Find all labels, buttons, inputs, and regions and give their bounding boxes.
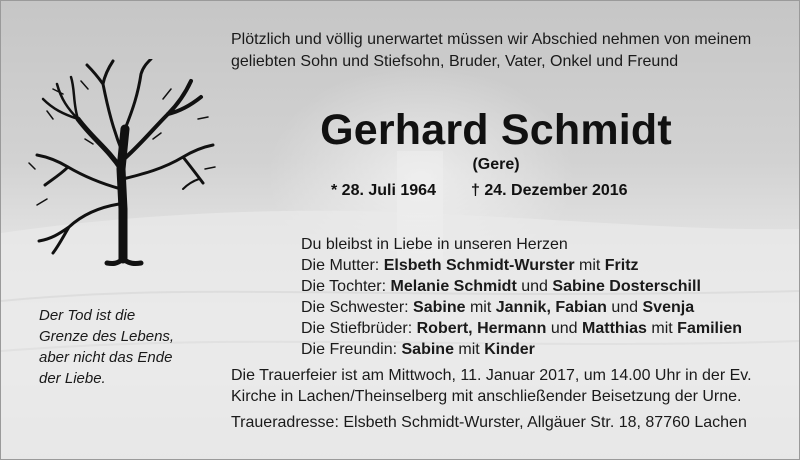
death-date: † 24. Dezember 2016 [471,182,628,199]
intro-line-1: Plötzlich und völlig unerwartet müssen wir Abschied nehmen von meinem [231,31,752,48]
stepbrothers-join-2: mit [651,320,673,337]
sister-child-last: Svenja [642,299,695,316]
mother-partner: Fritz [604,257,639,274]
family-daughter [301,276,791,297]
sister-join-1: mit [469,299,492,316]
family-opening: Du bleibst in Liebe in unseren Herzen [301,236,568,253]
friend-name: Sabine [401,341,454,358]
intro-text [231,29,791,73]
daughter-name-1: Melanie Schmidt [390,278,517,295]
friend-label: Die Freundin: [301,341,398,358]
family-friend [301,339,791,360]
quote-line-2: Grenze des Lebens, [39,328,175,345]
birth-date: * 28. Juli 1964 [331,182,436,199]
stepbrothers-label: Die Stiefbrüder: [301,320,413,337]
friend-children: Kinder [484,341,535,358]
mourning-address: Traueradresse: Elsbeth Schmidt-Wurster, Allgäuer Str. 18, 87760 Lachen [231,414,747,431]
stepbrother-last: Matthias [582,320,647,337]
stepbrothers-families: Familien [677,320,743,337]
family-mother [301,255,791,276]
stepbrothers-join-1: und [550,320,578,337]
deceased-name: Gerhard Schmidt [320,106,672,154]
stepbrothers-names: Robert, Hermann [416,320,547,337]
service-line-1: Die Trauerfeier ist am Mittwoch, 11. Januar 2017, um 14.00 Uhr in der Ev. [231,367,752,384]
intro-line-2: geliebten Sohn und Stiefsohn, Bruder, Vater, Onkel und Freund [231,53,679,70]
quote-line-3: aber nicht das Ende [39,349,173,366]
sister-join-2: und [611,299,639,316]
daughter-join: und [521,278,548,295]
funeral-service-info [231,365,791,407]
memorial-quote [39,305,209,389]
mother-name: Elsbeth Schmidt-Wurster [383,257,575,274]
sister-label: Die Schwester: [301,299,409,316]
mother-label: Die Mutter: [301,257,380,274]
deceased-nickname: (Gere) [472,156,520,173]
family-stepbrothers [301,318,791,339]
quote-line-1: Der Tod ist die [39,307,136,324]
mother-join: mit [579,257,601,274]
tree-silhouette-icon [23,59,223,289]
daughter-label: Die Tochter: [301,278,387,295]
sister-name: Sabine [413,299,466,316]
service-line-2: Kirche in Lachen/Theinselberg mit anschließender Beisetzung der Urne. [231,388,742,405]
family-sister [301,297,791,318]
friend-join: mit [458,341,480,358]
sister-children: Jannik, Fabian [495,299,607,316]
family-list [301,234,791,360]
quote-line-4: der Liebe. [39,370,106,387]
daughter-name-2: Sabine Dosterschill [552,278,701,295]
